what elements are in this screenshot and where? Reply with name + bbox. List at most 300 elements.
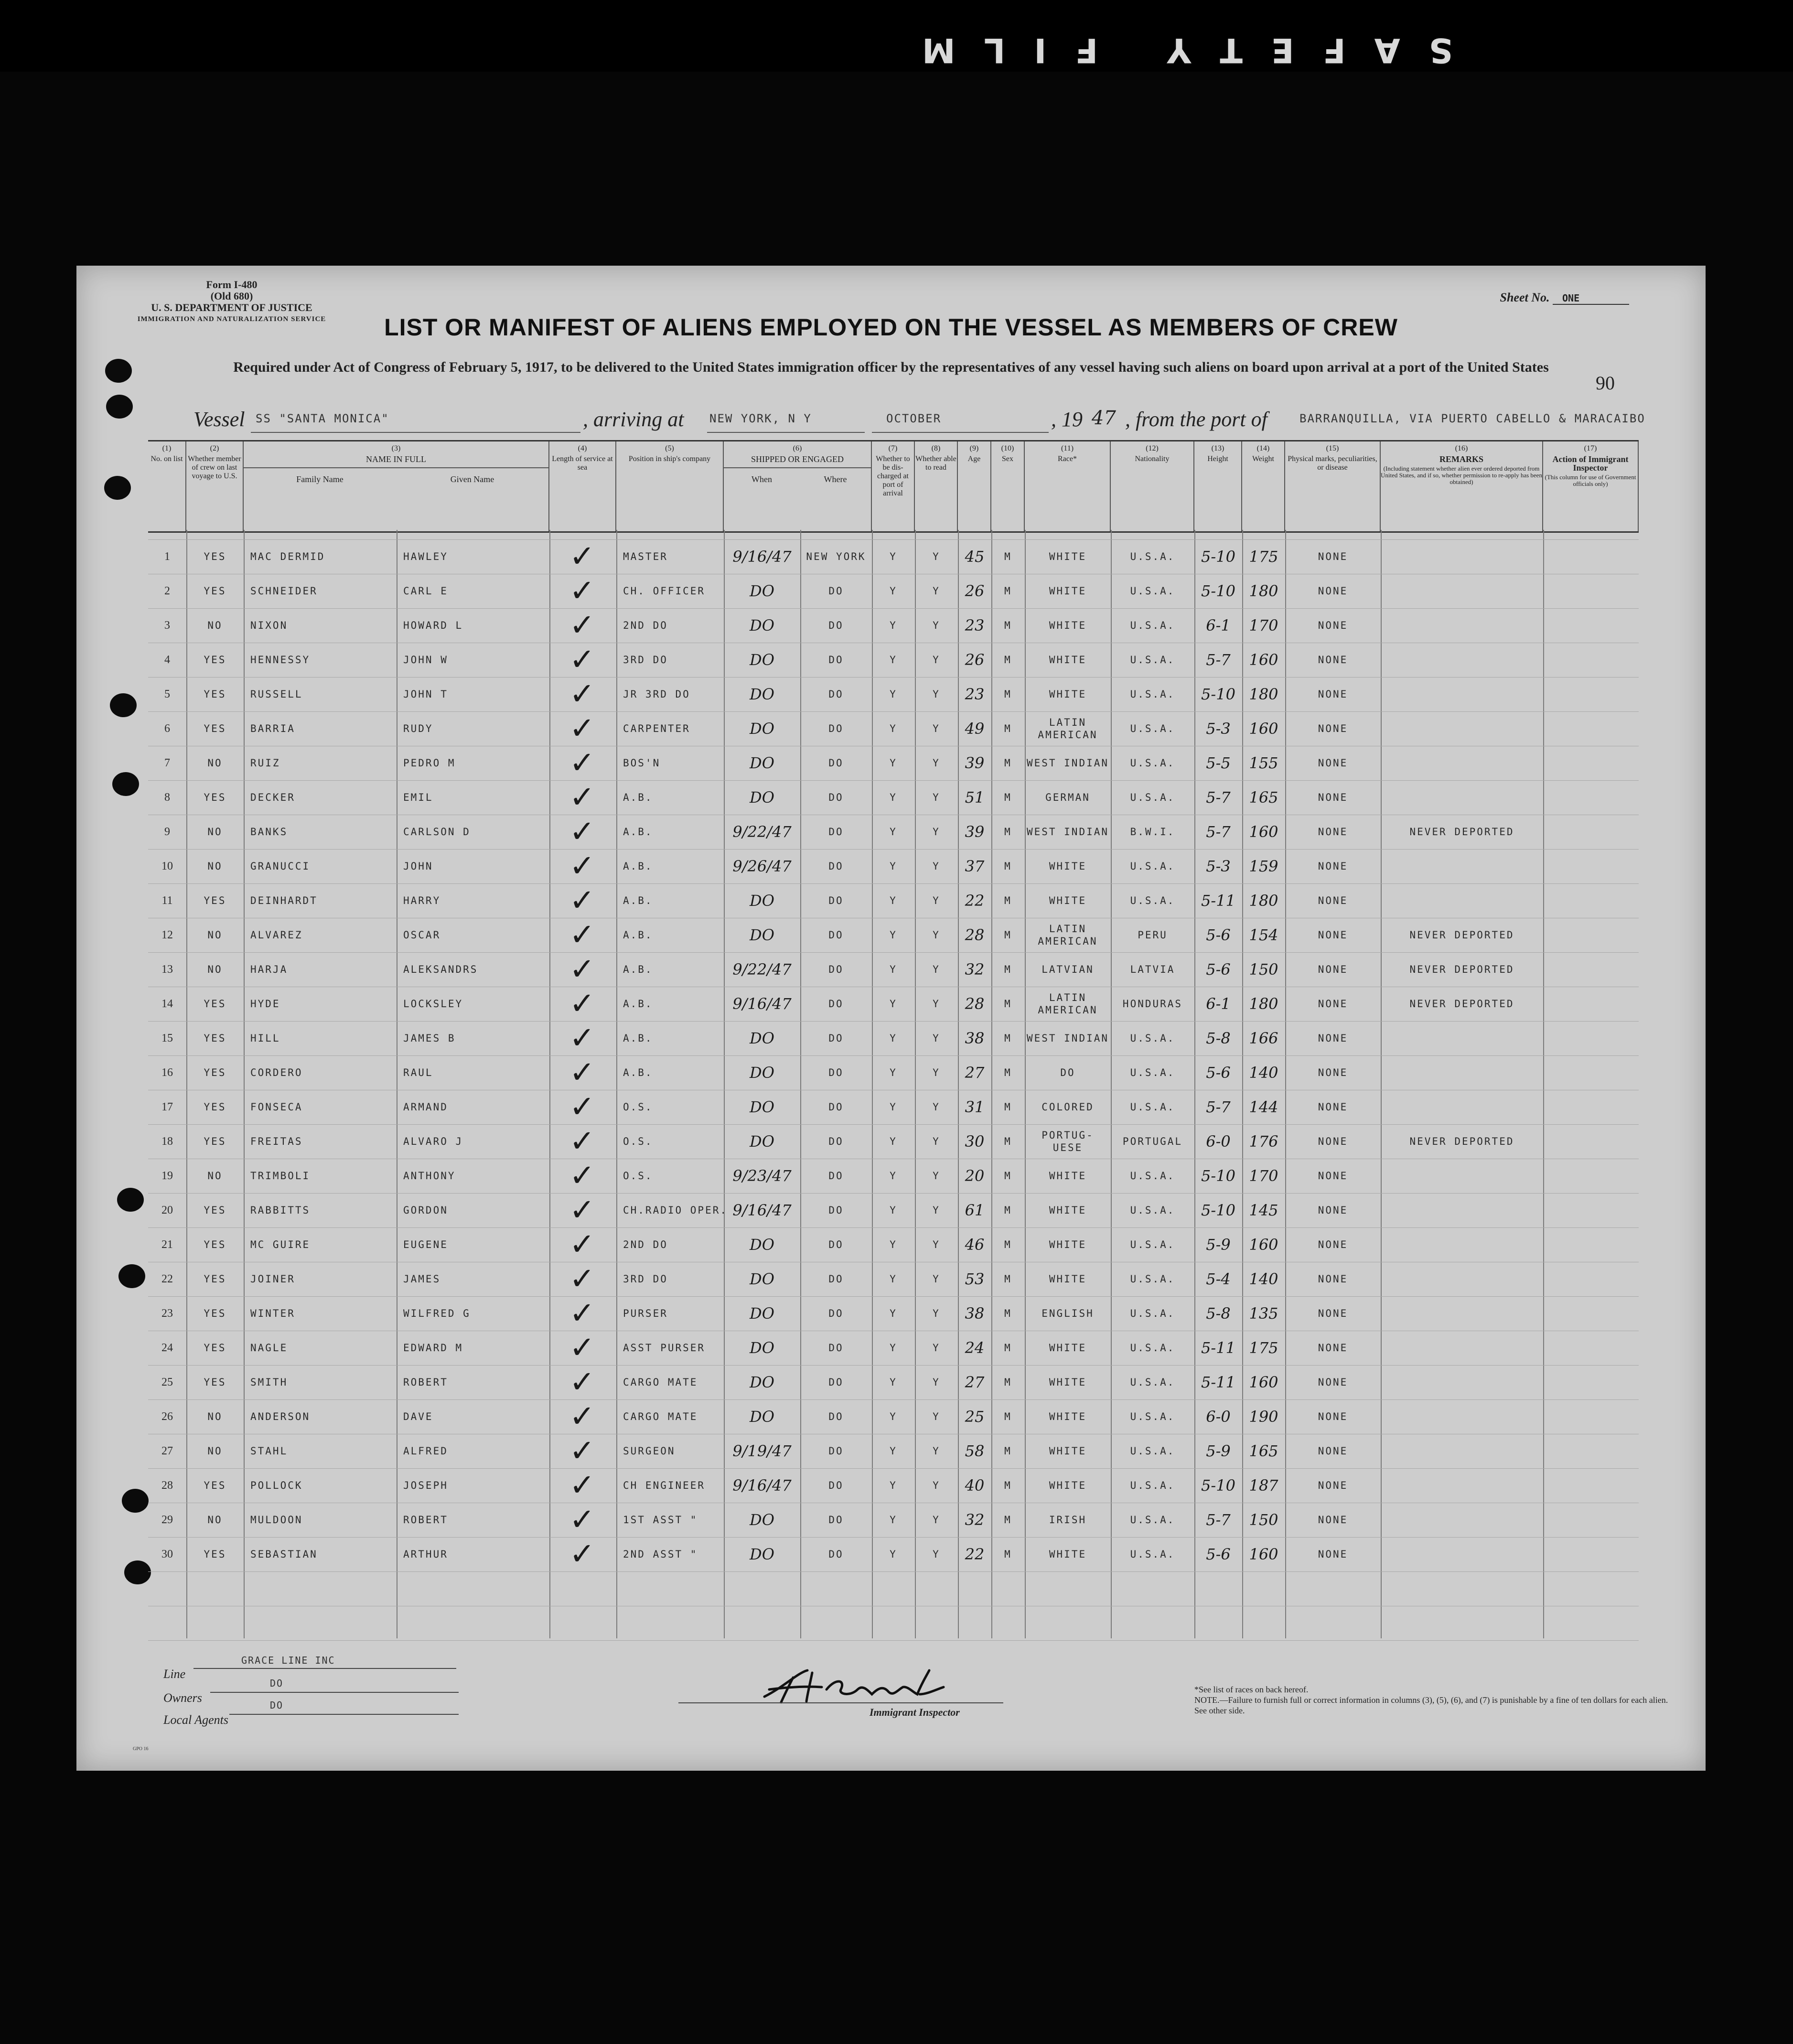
cell-marks: NONE bbox=[1318, 1067, 1348, 1078]
cell-marks: NONE bbox=[1318, 792, 1348, 803]
cell-given: ROBERT bbox=[403, 1377, 448, 1388]
cell-disch: Y bbox=[890, 1067, 897, 1078]
cell-sex: M bbox=[1004, 1067, 1012, 1078]
column-sublabel: Family Name bbox=[296, 474, 344, 484]
cell-given: ROBERT bbox=[403, 1514, 448, 1526]
cell-svc: ✓ bbox=[569, 711, 597, 746]
cell-when: DO bbox=[750, 1270, 774, 1288]
cell-ht: 5-11 bbox=[1201, 1373, 1235, 1391]
cell-disch: Y bbox=[890, 964, 897, 975]
cell-nat: U.S.A. bbox=[1130, 689, 1175, 700]
arriving-label: , arriving at bbox=[583, 408, 684, 431]
cell-nat: U.S.A. bbox=[1130, 1445, 1175, 1457]
cell-sex: M bbox=[1004, 1342, 1012, 1354]
cell-given: CARL E bbox=[403, 585, 448, 597]
row-rule bbox=[148, 1193, 1639, 1194]
cell-wt: 165 bbox=[1249, 1442, 1278, 1460]
cell-prev: YES bbox=[204, 1480, 226, 1491]
cell-prev: YES bbox=[204, 792, 226, 803]
cell-wt: 140 bbox=[1249, 1270, 1278, 1288]
cell-svc: ✓ bbox=[569, 1330, 597, 1366]
cell-sex: M bbox=[1004, 723, 1012, 734]
cell-family: NAGLE bbox=[250, 1342, 288, 1354]
cell-when: DO bbox=[750, 616, 774, 635]
penalty-note: NOTE.—Failure to furnish full or correct information in columns (3), (5), (6), and (7) is punishable by a fine of ten dollars for each alien. See other side. bbox=[1194, 1695, 1668, 1715]
crew-row bbox=[148, 1089, 1639, 1125]
crew-row bbox=[148, 541, 1639, 572]
cell-age: 38 bbox=[965, 1029, 985, 1047]
cell-svc: ✓ bbox=[569, 952, 597, 987]
cell-disch: Y bbox=[890, 723, 897, 734]
column-number: (14) bbox=[1256, 444, 1270, 452]
cell-where: DO bbox=[828, 1067, 844, 1078]
cell-nat: U.S.A. bbox=[1130, 551, 1175, 562]
cell-ht: 5-7 bbox=[1206, 651, 1231, 669]
cell-svc: ✓ bbox=[569, 1124, 597, 1159]
cell-svc: ✓ bbox=[569, 814, 597, 850]
binder-hole bbox=[110, 693, 137, 717]
row-rule bbox=[148, 1227, 1639, 1228]
cell-svc: ✓ bbox=[569, 642, 597, 678]
cell-read: Y bbox=[933, 1445, 940, 1457]
cell-sex: M bbox=[1004, 929, 1012, 941]
folio-number: 90 bbox=[1596, 372, 1615, 394]
cell-marks: NONE bbox=[1318, 654, 1348, 666]
cell-when: DO bbox=[750, 720, 774, 738]
crew-row bbox=[148, 745, 1639, 781]
manifest-footer bbox=[76, 1649, 1706, 1764]
sheet-label: Sheet No. bbox=[1500, 290, 1550, 304]
cell-sex: M bbox=[1004, 1549, 1012, 1560]
arrival-month: OCTOBER bbox=[886, 412, 942, 425]
row-rule bbox=[148, 780, 1639, 781]
crew-row bbox=[148, 1126, 1639, 1157]
cell-when: DO bbox=[750, 1545, 774, 1563]
cell-nat: U.S.A. bbox=[1130, 1101, 1175, 1113]
cell-when: DO bbox=[750, 1029, 774, 1047]
cell-svc: ✓ bbox=[569, 1296, 597, 1331]
crew-row bbox=[148, 782, 1639, 813]
cell-sex: M bbox=[1004, 1480, 1012, 1491]
agents-value: DO bbox=[270, 1700, 284, 1711]
cell-remarks bbox=[1381, 1195, 1543, 1226]
crew-row bbox=[148, 713, 1639, 744]
column-label: Length of service at sea bbox=[552, 455, 613, 472]
cell-nat: U.S.A. bbox=[1130, 723, 1175, 734]
column-sublabel: Given Name bbox=[450, 474, 494, 484]
cell-remarks bbox=[1381, 1539, 1543, 1570]
column-number: (17) bbox=[1584, 444, 1597, 452]
cell-age: 31 bbox=[965, 1098, 985, 1116]
cell-prev: YES bbox=[204, 1205, 226, 1216]
cell-marks: NONE bbox=[1318, 1342, 1348, 1354]
cell-given: HOWARD L bbox=[403, 620, 463, 631]
sheet-number bbox=[1500, 290, 1630, 305]
cell-age: 39 bbox=[965, 823, 985, 841]
binder-hole bbox=[118, 1264, 145, 1288]
cell-disch: Y bbox=[890, 1136, 897, 1147]
cell-when: 9/16/47 bbox=[732, 548, 792, 566]
cell-remarks: NEVER DEPORTED bbox=[1409, 964, 1514, 975]
cell-marks: NONE bbox=[1318, 1377, 1348, 1388]
arrival-port: NEW YORK, N Y bbox=[709, 412, 812, 425]
binder-hole bbox=[124, 1560, 151, 1584]
cell-disch: Y bbox=[890, 1480, 897, 1491]
cell-prev: NO bbox=[207, 861, 223, 872]
cell-family: NIXON bbox=[250, 620, 288, 631]
cell-ht: 5-10 bbox=[1201, 685, 1235, 703]
column-number: (3) bbox=[391, 444, 401, 452]
printer-mark: GPO 16 bbox=[133, 1746, 149, 1752]
column-header-15 bbox=[1285, 441, 1381, 531]
cell-wt: 187 bbox=[1249, 1476, 1278, 1495]
cell-read: Y bbox=[933, 585, 940, 597]
crew-table bbox=[148, 530, 1639, 1638]
cell-disch: Y bbox=[890, 1308, 897, 1319]
cell-svc: ✓ bbox=[569, 780, 597, 815]
cell-remarks bbox=[1381, 1229, 1543, 1260]
cell-prev: YES bbox=[204, 689, 226, 700]
cell-remarks: NEVER DEPORTED bbox=[1409, 998, 1514, 1010]
cell-prev: NO bbox=[207, 826, 223, 838]
cell-marks: NONE bbox=[1318, 1170, 1348, 1182]
cell-age: 26 bbox=[965, 582, 985, 600]
crew-row bbox=[148, 954, 1639, 985]
cell-when: 9/16/47 bbox=[732, 1201, 792, 1219]
cell-svc: ✓ bbox=[569, 1227, 597, 1262]
cell-race: LATIN AMERICAN bbox=[1038, 717, 1098, 741]
cell-given: JOSEPH bbox=[403, 1480, 448, 1491]
cell-when: DO bbox=[750, 1408, 774, 1426]
cell-when: DO bbox=[750, 1511, 774, 1529]
cell-remarks bbox=[1381, 1092, 1543, 1122]
cell-when: 9/16/47 bbox=[732, 995, 792, 1013]
column-label: No. on list bbox=[150, 455, 183, 463]
races-note: *See list of races on back hereof. bbox=[1194, 1685, 1309, 1694]
cell-when: DO bbox=[750, 1098, 774, 1116]
cell-where: DO bbox=[828, 1205, 844, 1216]
from-port-label: , from the port of bbox=[1125, 408, 1267, 431]
column-header-11 bbox=[1025, 441, 1111, 531]
row-rule bbox=[148, 1124, 1639, 1125]
cell-age: 25 bbox=[965, 1408, 985, 1426]
column-number: (10) bbox=[1001, 444, 1014, 452]
cell-family: CORDERO bbox=[250, 1067, 303, 1078]
cell-no: 21 bbox=[161, 1238, 173, 1251]
cell-when: 9/22/47 bbox=[732, 960, 792, 979]
cell-race: WHITE bbox=[1049, 551, 1087, 562]
crew-row bbox=[148, 851, 1639, 882]
cell-remarks: NEVER DEPORTED bbox=[1409, 929, 1514, 941]
column-number: (11) bbox=[1061, 444, 1074, 452]
cell-ht: 6-1 bbox=[1206, 995, 1231, 1013]
cell-read: Y bbox=[933, 964, 940, 975]
cell-read: Y bbox=[933, 929, 940, 941]
cell-family: SCHNEIDER bbox=[250, 585, 318, 597]
cell-age: 32 bbox=[965, 1511, 985, 1529]
column-number: (7) bbox=[888, 444, 898, 452]
cell-age: 58 bbox=[965, 1442, 985, 1460]
cell-given: ALVARO J bbox=[403, 1136, 463, 1147]
cell-sex: M bbox=[1004, 654, 1012, 666]
cell-position: MASTER bbox=[623, 551, 668, 562]
cell-where: NEW YORK bbox=[806, 551, 866, 562]
cell-marks: NONE bbox=[1318, 757, 1348, 769]
cell-age: 46 bbox=[965, 1236, 985, 1254]
cell-wt: 175 bbox=[1249, 1339, 1278, 1357]
cell-sex: M bbox=[1004, 1101, 1012, 1113]
cell-position: ASST PURSER bbox=[623, 1342, 706, 1354]
cell-given: ALFRED bbox=[403, 1445, 448, 1457]
cell-where: DO bbox=[828, 1273, 844, 1285]
cell-when: 9/26/47 bbox=[732, 857, 792, 875]
cell-remarks bbox=[1381, 1367, 1543, 1398]
column-label: Physical marks, peculiarities, or disease bbox=[1288, 455, 1377, 472]
column-number: (15) bbox=[1326, 444, 1339, 452]
cell-wt: 160 bbox=[1249, 720, 1278, 738]
cell-svc: ✓ bbox=[569, 1433, 597, 1469]
cell-read: Y bbox=[933, 1205, 940, 1216]
film-strip-text: SAFETY FILM bbox=[893, 31, 1453, 70]
cell-where: DO bbox=[828, 1342, 844, 1354]
cell-race: WHITE bbox=[1049, 1205, 1087, 1216]
manifest-sheet bbox=[76, 266, 1706, 1771]
cell-position: 2ND DO bbox=[623, 620, 668, 631]
cell-position: CARGO MATE bbox=[623, 1377, 698, 1388]
cell-position: 2ND ASST " bbox=[623, 1549, 698, 1560]
cell-wt: 176 bbox=[1249, 1132, 1278, 1151]
cell-marks: NONE bbox=[1318, 895, 1348, 906]
binder-hole bbox=[117, 1188, 144, 1212]
cell-given: ARTHUR bbox=[403, 1549, 448, 1560]
cell-wt: 160 bbox=[1249, 1545, 1278, 1563]
column-label: REMARKS bbox=[1439, 454, 1483, 464]
cell-nat: HONDURAS bbox=[1122, 998, 1183, 1010]
cell-position: CARGO MATE bbox=[623, 1411, 698, 1422]
column-header-12 bbox=[1111, 441, 1194, 531]
cell-remarks bbox=[1381, 1505, 1543, 1535]
column-number: (9) bbox=[969, 444, 979, 452]
cell-wt: 150 bbox=[1249, 1511, 1278, 1529]
cell-svc: ✓ bbox=[569, 1055, 597, 1090]
cell-remarks bbox=[1381, 610, 1543, 641]
cell-remarks bbox=[1381, 576, 1543, 606]
cell-read: Y bbox=[933, 723, 940, 734]
cell-age: 51 bbox=[965, 788, 985, 807]
cell-family: HYDE bbox=[250, 998, 280, 1010]
cell-where: DO bbox=[828, 1033, 844, 1044]
cell-sex: M bbox=[1004, 895, 1012, 906]
cell-race: WEST INDIAN bbox=[1026, 826, 1109, 838]
cell-when: DO bbox=[750, 582, 774, 600]
cell-given: JOHN W bbox=[403, 654, 448, 666]
crew-row bbox=[148, 1433, 1639, 1469]
cell-wt: 154 bbox=[1249, 926, 1278, 944]
cell-when: DO bbox=[750, 1339, 774, 1357]
cell-ht: 5-10 bbox=[1201, 582, 1235, 600]
cell-given: GORDON bbox=[403, 1205, 448, 1216]
cell-ht: 5-8 bbox=[1206, 1029, 1231, 1047]
cell-read: Y bbox=[933, 757, 940, 769]
cell-race: WHITE bbox=[1049, 585, 1087, 597]
cell-prev: YES bbox=[204, 1033, 226, 1044]
cell-nat: U.S.A. bbox=[1130, 792, 1175, 803]
cell-prev: YES bbox=[204, 551, 226, 562]
cell-family: DEINHARDT bbox=[250, 895, 318, 906]
voyage-line bbox=[193, 407, 1675, 436]
cell-where: DO bbox=[828, 620, 844, 631]
cell-age: 22 bbox=[965, 1545, 985, 1563]
cell-when: DO bbox=[750, 788, 774, 807]
cell-given: JOHN bbox=[403, 861, 433, 872]
cell-position: A.B. bbox=[623, 826, 653, 838]
cell-when: 9/16/47 bbox=[732, 1476, 792, 1495]
cell-position: A.B. bbox=[623, 861, 653, 872]
row-rule bbox=[148, 1640, 1639, 1641]
cell-no: 9 bbox=[164, 826, 170, 838]
cell-family: SMITH bbox=[250, 1377, 288, 1388]
cell-position: O.S. bbox=[623, 1170, 653, 1182]
cell-nat: U.S.A. bbox=[1130, 757, 1175, 769]
crew-row bbox=[148, 1330, 1639, 1366]
cell-where: DO bbox=[828, 1445, 844, 1457]
crew-row bbox=[148, 917, 1639, 953]
cell-read: Y bbox=[933, 861, 940, 872]
cell-age: 45 bbox=[965, 548, 985, 566]
inspector-label: Immigrant Inspector bbox=[870, 1706, 960, 1718]
crew-row bbox=[148, 1158, 1639, 1194]
cell-read: Y bbox=[933, 1136, 940, 1147]
cell-remarks bbox=[1381, 1161, 1543, 1191]
cell-where: DO bbox=[828, 1514, 844, 1526]
cell-given: HAWLEY bbox=[403, 551, 448, 562]
footnotes bbox=[1194, 1684, 1672, 1716]
cell-disch: Y bbox=[890, 654, 897, 666]
row-rule bbox=[148, 1468, 1639, 1469]
crew-row bbox=[148, 1261, 1639, 1297]
cell-ht: 5-3 bbox=[1206, 857, 1231, 875]
cell-ht: 5-6 bbox=[1206, 960, 1231, 979]
cell-family: SEBASTIAN bbox=[250, 1549, 318, 1560]
cell-marks: NONE bbox=[1318, 861, 1348, 872]
cell-given: EMIL bbox=[403, 792, 433, 803]
row-rule bbox=[148, 1537, 1639, 1538]
crew-row bbox=[148, 814, 1639, 850]
cell-disch: Y bbox=[890, 929, 897, 941]
column-header-16 bbox=[1381, 441, 1543, 531]
crew-row bbox=[148, 642, 1639, 678]
cell-ht: 5-11 bbox=[1201, 1339, 1235, 1357]
column-note: (Including statement whether alien ever ordered deported from United States, and if so, whether permission to re-apply has been obtained) bbox=[1381, 465, 1542, 485]
cell-ht: 5-8 bbox=[1206, 1304, 1231, 1323]
cell-position: A.B. bbox=[623, 998, 653, 1010]
cell-remarks bbox=[1381, 1057, 1543, 1088]
cell-remarks bbox=[1381, 1436, 1543, 1466]
cell-family: TRIMBOLI bbox=[250, 1170, 311, 1182]
cell-where: DO bbox=[828, 654, 844, 666]
cell-read: Y bbox=[933, 792, 940, 803]
cell-when: DO bbox=[750, 685, 774, 703]
cell-nat: U.S.A. bbox=[1130, 1377, 1175, 1388]
crew-row bbox=[148, 1502, 1639, 1538]
cell-disch: Y bbox=[890, 1377, 897, 1388]
cell-where: DO bbox=[828, 1480, 844, 1491]
cell-marks: NONE bbox=[1318, 1101, 1348, 1113]
cell-given: JAMES bbox=[403, 1273, 441, 1285]
cell-family: MULDOON bbox=[250, 1514, 303, 1526]
cell-disch: Y bbox=[890, 757, 897, 769]
column-label: Whether able to read bbox=[915, 455, 956, 472]
column-header-7 bbox=[872, 441, 915, 531]
cell-remarks bbox=[1381, 1401, 1543, 1432]
cell-ht: 5-7 bbox=[1206, 788, 1231, 807]
cell-ht: 5-6 bbox=[1206, 1545, 1231, 1563]
cell-disch: Y bbox=[890, 998, 897, 1010]
cell-read: Y bbox=[933, 1101, 940, 1113]
cell-position: SURGEON bbox=[623, 1445, 676, 1457]
column-header-8 bbox=[915, 441, 958, 531]
cell-disch: Y bbox=[890, 792, 897, 803]
cell-remarks bbox=[1381, 1264, 1543, 1294]
crew-row bbox=[148, 885, 1639, 916]
cell-prev: YES bbox=[204, 1308, 226, 1319]
cell-no: 17 bbox=[161, 1101, 173, 1113]
cell-position: A.B. bbox=[623, 792, 653, 803]
cell-marks: NONE bbox=[1318, 1239, 1348, 1250]
cell-prev: YES bbox=[204, 998, 226, 1010]
vessel-label: Vessel bbox=[193, 408, 245, 431]
cell-no: 2 bbox=[164, 585, 170, 597]
cell-read: Y bbox=[933, 1273, 940, 1285]
cell-nat: U.S.A. bbox=[1130, 1480, 1175, 1491]
cell-race: WHITE bbox=[1049, 1273, 1087, 1285]
cell-age: 28 bbox=[965, 926, 985, 944]
cell-family: ANDERSON bbox=[250, 1411, 311, 1422]
cell-remarks bbox=[1381, 782, 1543, 813]
cell-prev: NO bbox=[207, 1445, 223, 1457]
cell-remarks: NEVER DEPORTED bbox=[1409, 1136, 1514, 1147]
cell-age: 49 bbox=[965, 720, 985, 738]
department-name: U. S. DEPARTMENT OF JUSTICE bbox=[151, 301, 312, 313]
cell-no: 26 bbox=[161, 1410, 173, 1423]
cell-age: 30 bbox=[965, 1132, 985, 1151]
cell-prev: YES bbox=[204, 1067, 226, 1078]
cell-age: 22 bbox=[965, 892, 985, 910]
cell-marks: NONE bbox=[1318, 929, 1348, 941]
cell-race: WHITE bbox=[1049, 1342, 1087, 1354]
cell-nat: U.S.A. bbox=[1130, 1067, 1175, 1078]
cell-age: 37 bbox=[965, 857, 985, 875]
cell-read: Y bbox=[933, 1411, 940, 1422]
cell-prev: NO bbox=[207, 1411, 223, 1422]
cell-when: DO bbox=[750, 1064, 774, 1082]
cell-race: WEST INDIAN bbox=[1026, 757, 1109, 769]
cell-sex: M bbox=[1004, 585, 1012, 597]
cell-nat: U.S.A. bbox=[1130, 654, 1175, 666]
cell-sex: M bbox=[1004, 551, 1012, 562]
cell-position: 1ST ASST " bbox=[623, 1514, 698, 1526]
cell-read: Y bbox=[933, 551, 940, 562]
cell-prev: YES bbox=[204, 1342, 226, 1354]
cell-read: Y bbox=[933, 620, 940, 631]
column-label: Height bbox=[1207, 455, 1228, 463]
cell-age: 23 bbox=[965, 685, 985, 703]
cell-wt: 165 bbox=[1249, 788, 1278, 807]
cell-when: DO bbox=[750, 754, 774, 772]
cell-ht: 5-5 bbox=[1206, 754, 1231, 772]
cell-no: 20 bbox=[161, 1204, 173, 1216]
cell-family: DECKER bbox=[250, 792, 295, 803]
